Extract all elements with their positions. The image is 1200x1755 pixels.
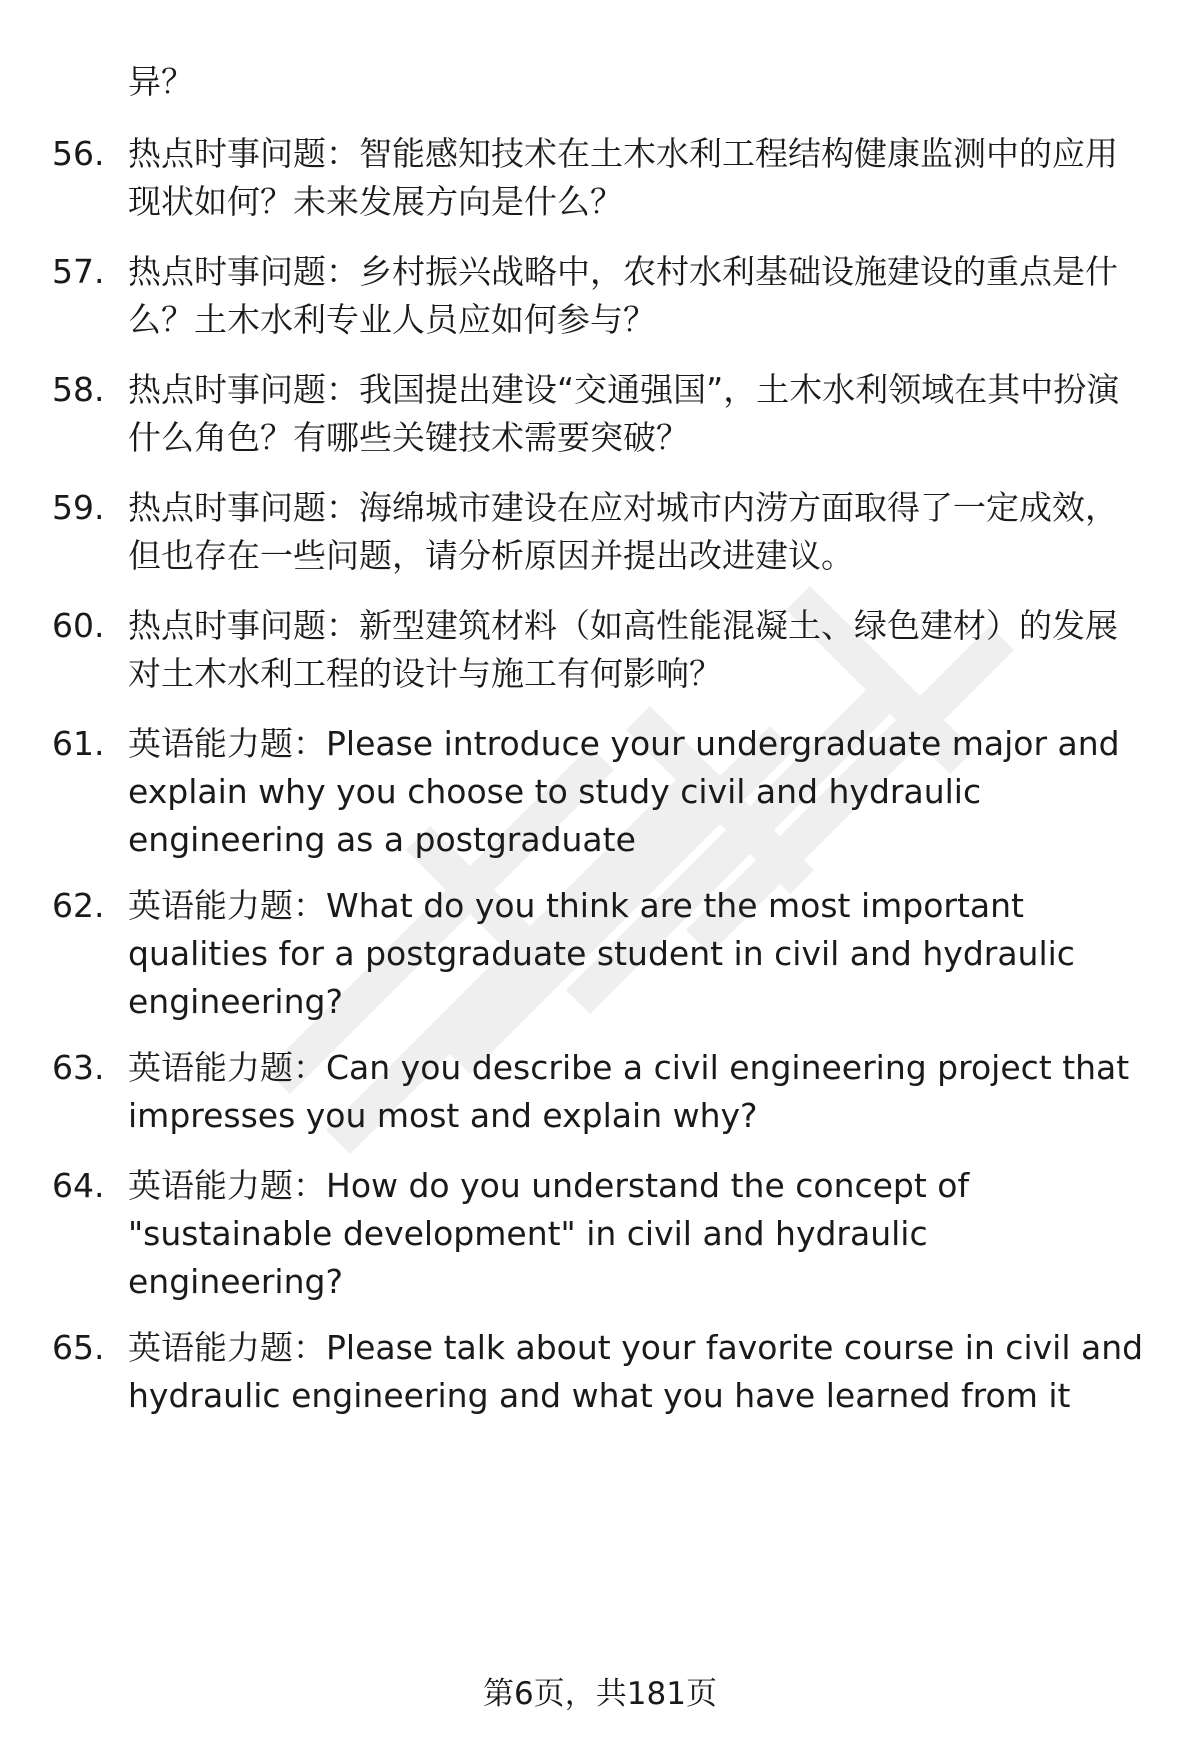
item-number: 61. bbox=[52, 724, 105, 763]
item-number: 56. bbox=[52, 134, 105, 173]
list-item bbox=[52, 130, 1152, 226]
item-number: 62. bbox=[52, 886, 105, 925]
item-text: 热点时事问题：海绵城市建设在应对城市内涝方面取得了一定成效，但也存在一些问题，请分析原因并提出改进建议。 bbox=[128, 488, 1118, 575]
list-item bbox=[52, 366, 1152, 462]
list-item bbox=[52, 484, 1152, 580]
item-text: 英语能力题：Please talk about your favorite course in civil and hydraulic engineering and what you have learned from it bbox=[128, 1328, 1144, 1415]
list-item bbox=[52, 882, 1152, 1026]
page-footer: 第6页，共181页 bbox=[483, 1676, 717, 1712]
item-text: 英语能力题：Can you describe a civil engineering project that impresses you most and explain why? bbox=[128, 1048, 1130, 1135]
list-item bbox=[52, 248, 1152, 344]
item-number: 60. bbox=[52, 606, 105, 645]
item-number: 63. bbox=[52, 1048, 105, 1087]
item-text: 英语能力题：Please introduce your undergraduate major and explain why you choose to study civil and hydraulic engineering as a postgraduate bbox=[128, 724, 1120, 859]
item-text: 热点时事问题：智能感知技术在土木水利工程结构健康监测中的应用现状如何？未来发展方向是什么？ bbox=[128, 134, 1118, 221]
item-text: 热点时事问题：我国提出建设“交通强国”，土木水利领域在其中扮演什么角色？有哪些关键技术需要突破？ bbox=[128, 370, 1120, 457]
list-item bbox=[52, 720, 1152, 864]
item-text: 热点时事问题：乡村振兴战略中，农村水利基础设施建设的重点是什么？土木水利专业人员应如何参与？ bbox=[128, 252, 1118, 339]
continuation-text: 异？ bbox=[128, 62, 194, 101]
item-number: 64. bbox=[52, 1166, 105, 1205]
item-number: 57. bbox=[52, 252, 105, 291]
list-item bbox=[52, 1324, 1152, 1420]
item-number: 58. bbox=[52, 370, 105, 409]
item-number: 65. bbox=[52, 1328, 105, 1367]
list-item bbox=[52, 602, 1152, 698]
list-item bbox=[52, 1044, 1152, 1140]
list-item bbox=[52, 1162, 1152, 1306]
item-text: 英语能力题：What do you think are the most important qualities for a postgraduate student in civil and hydraulic engineering? bbox=[128, 886, 1075, 1021]
item-text: 热点时事问题：新型建筑材料（如高性能混凝土、绿色建材）的发展对土木水利工程的设计与施工有何影响？ bbox=[128, 606, 1118, 693]
item-number: 59. bbox=[52, 488, 105, 527]
item-text: 英语能力题：How do you understand the concept of "sustainable development" in civil and hydraulic engineering? bbox=[128, 1166, 970, 1301]
